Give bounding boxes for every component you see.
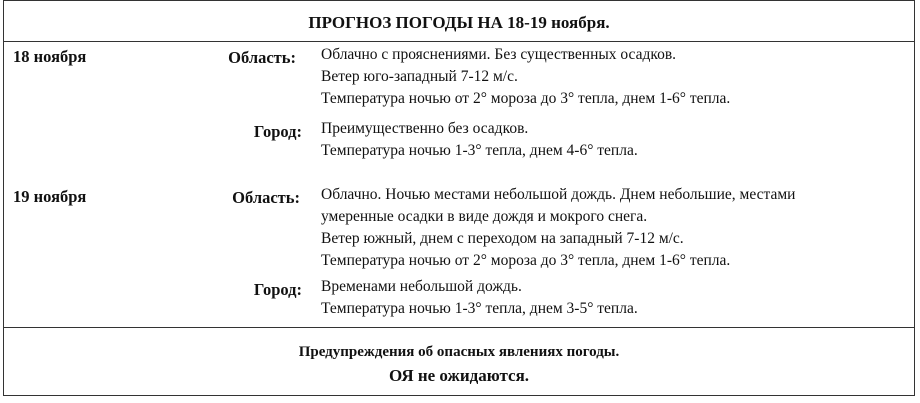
title-divider xyxy=(4,41,914,42)
region-label: Область: xyxy=(228,48,296,67)
forecast-line: Временами небольшой дождь. xyxy=(321,278,522,295)
forecast-line: Ветер юго-западный 7-12 м/с. xyxy=(321,68,518,85)
city-forecast xyxy=(321,276,638,320)
warnings-status: ОЯ не ожидаются. xyxy=(388,366,530,385)
region-forecast xyxy=(321,184,795,272)
forecast-line: Облачно. Ночью местами небольшой дождь. Днем небольшие, местами xyxy=(321,186,796,203)
day-date: 19 ноября xyxy=(13,187,87,206)
forecast-line: Температура ночью от 2° мороза до 3° тепла, днем 1-6° тепла. xyxy=(321,90,731,107)
footer-divider xyxy=(4,327,914,328)
city-label: Город: xyxy=(253,280,302,299)
forecast-title: ПРОГНОЗ ПОГОДЫ НА 18-19 ноября. xyxy=(308,13,610,32)
region-forecast xyxy=(321,44,730,110)
forecast-line: Преимущественно без осадков. xyxy=(321,120,529,137)
warnings-heading: Предупреждения об опасных явлениях погоды. xyxy=(298,344,620,360)
forecast-table xyxy=(3,0,915,396)
forecast-line: Облачно с прояснениями. Без существенных осадков. xyxy=(321,46,677,63)
forecast-line: Температура ночью от 2° мороза до 3° тепла, днем 1-6° тепла. xyxy=(321,252,731,269)
forecast-line: Ветер южный, днем с переходом на западный 7-12 м/с. xyxy=(321,230,684,247)
city-forecast xyxy=(321,118,638,162)
forecast-line: Температура ночью 1-3° тепла, днем 3-5° тепла. xyxy=(321,300,638,317)
forecast-line: Температура ночью 1-3° тепла, днем 4-6° тепла. xyxy=(321,142,638,159)
forecast-line: умеренные осадки в виде дождя и мокрого снега. xyxy=(321,208,648,225)
city-label: Город: xyxy=(253,122,302,141)
top-border xyxy=(4,0,914,1)
region-label: Область: xyxy=(232,188,300,207)
day-date: 18 ноября xyxy=(13,47,87,66)
